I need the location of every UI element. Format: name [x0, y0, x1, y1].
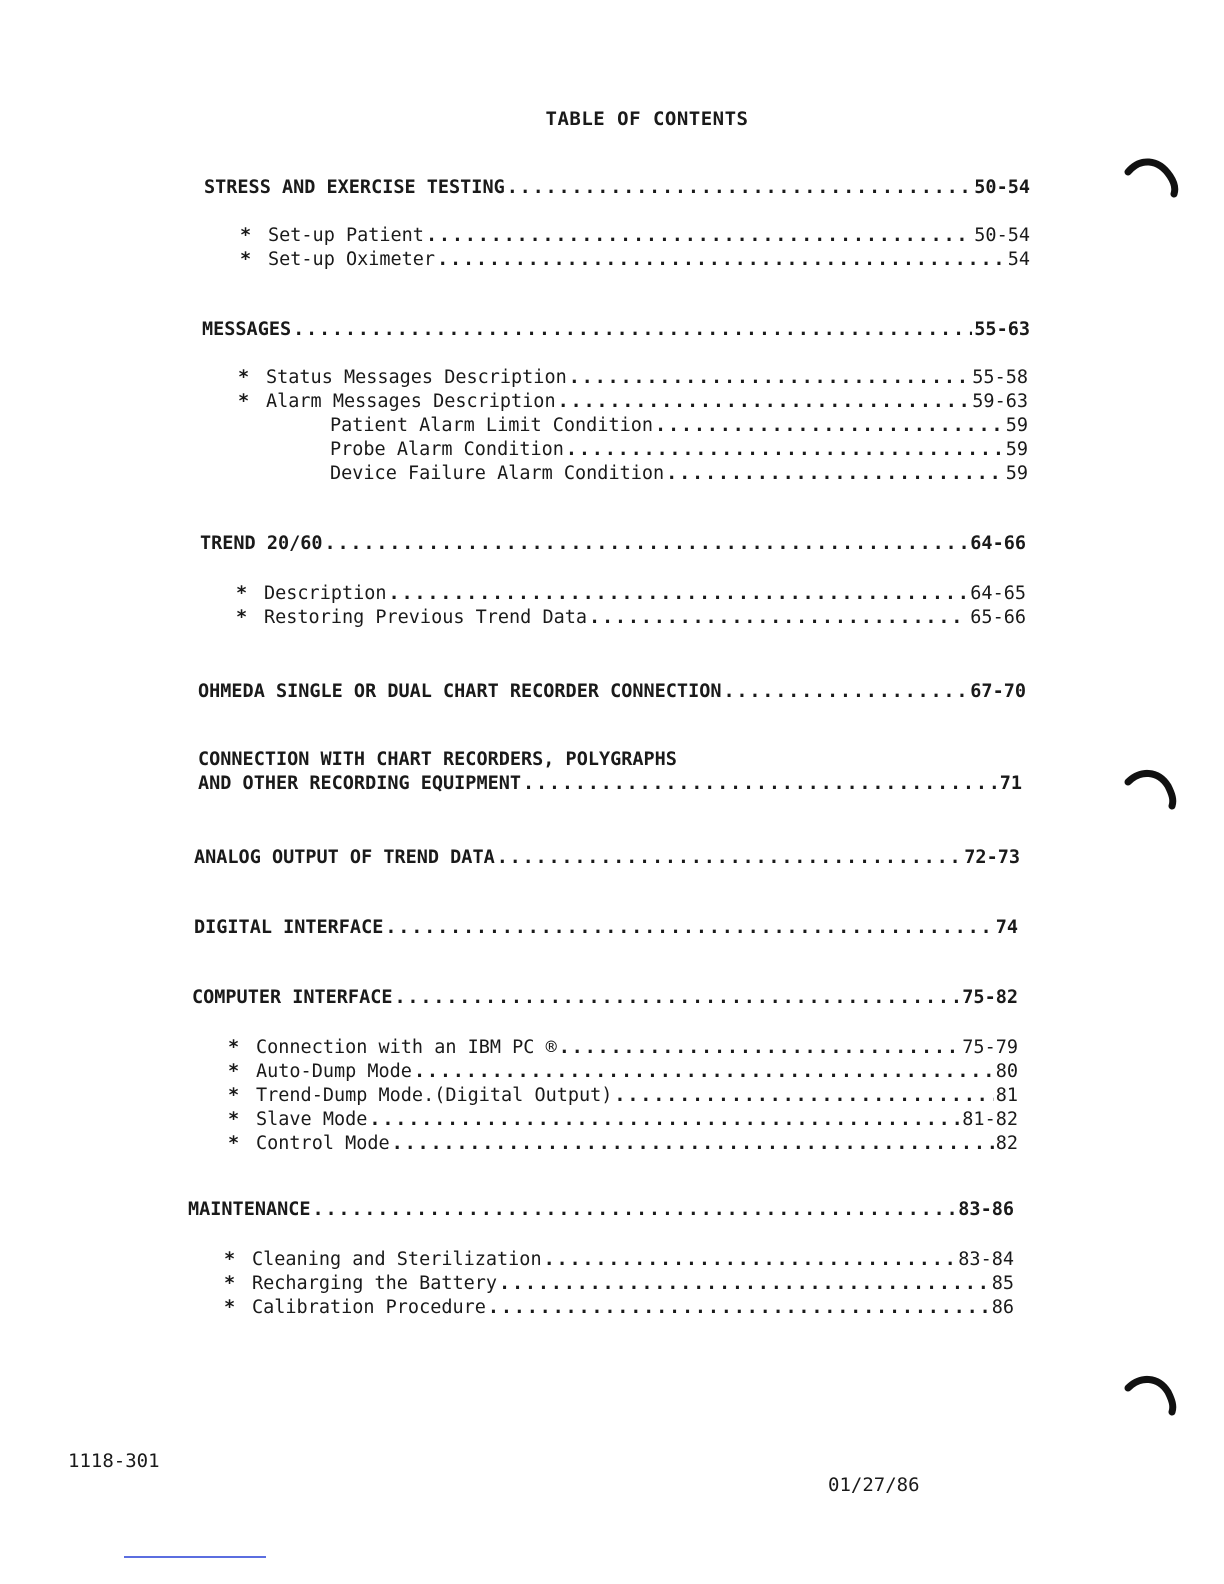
dot-leader — [426, 224, 972, 248]
bullet-icon: * — [224, 1297, 236, 1318]
dot-leader — [666, 462, 1004, 486]
toc-entry-slave-mode[interactable] — [228, 1108, 1018, 1132]
toc-entry-page: 59 — [1005, 463, 1028, 484]
toc-entry-patient-alarm[interactable] — [330, 414, 1028, 438]
toc-entry-ohmeda-recorder[interactable] — [198, 680, 1026, 704]
dot-leader — [655, 414, 1004, 438]
bullet-icon: * — [236, 583, 248, 604]
dot-leader — [414, 1060, 994, 1084]
toc-entry-label: Control Mode — [256, 1133, 390, 1154]
toc-entry-page: 54 — [1007, 249, 1030, 270]
toc-entry-label: Alarm Messages Description — [266, 391, 556, 412]
binder-hole-mark-icon — [1124, 154, 1184, 200]
bullet-icon: * — [238, 367, 250, 388]
toc-entry-page: 67-70 — [970, 681, 1026, 702]
toc-entry-page: 64-66 — [970, 533, 1026, 554]
toc-entry-device-failure[interactable] — [330, 462, 1028, 486]
toc-entry-calibration[interactable] — [224, 1296, 1014, 1320]
dot-leader — [569, 366, 971, 390]
bullet-icon: * — [240, 249, 252, 270]
toc-entry-label: Set-up Patient — [268, 225, 424, 246]
toc-entry-page: 81 — [995, 1085, 1018, 1106]
dot-leader — [437, 248, 1006, 272]
toc-entry-label: Restoring Previous Trend Data — [264, 607, 588, 628]
toc-entry-label: MAINTENANCE — [188, 1199, 311, 1220]
toc-entry-label: DIGITAL INTERFACE — [194, 917, 384, 938]
toc-entry-page: 86 — [991, 1297, 1014, 1318]
toc-entry-page: 81-82 — [962, 1109, 1018, 1130]
toc-entry-label: Patient Alarm Limit Condition — [330, 415, 654, 436]
toc-entry-page: 75-79 — [962, 1037, 1018, 1058]
toc-entry-page: 65-66 — [970, 607, 1026, 628]
toc-entry-analog-output[interactable] — [194, 846, 1020, 870]
toc-entry-restoring-trend[interactable] — [236, 606, 1026, 630]
bullet-icon: * — [224, 1273, 236, 1294]
toc-entry-page: 55-58 — [972, 367, 1028, 388]
toc-entry-label: Status Messages Description — [266, 367, 567, 388]
toc-entry-label: AND OTHER RECORDING EQUIPMENT — [198, 773, 522, 794]
dot-leader — [369, 1108, 960, 1132]
toc-entry-page: 82 — [995, 1133, 1018, 1154]
toc-entry-label: OHMEDA SINGLE OR DUAL CHART RECORDER CONNECTION — [198, 681, 722, 702]
bullet-icon: * — [238, 391, 250, 412]
bullet-icon: * — [228, 1085, 240, 1106]
toc-entry-set-up-oximeter[interactable] — [240, 248, 1030, 272]
toc-entry-probe-alarm[interactable] — [330, 438, 1028, 462]
bullet-icon: * — [228, 1133, 240, 1154]
toc-entry-page: 59 — [1005, 439, 1028, 460]
bullet-icon: * — [240, 225, 252, 246]
toc-entry-page: 50-54 — [974, 177, 1030, 198]
toc-entry-label: Probe Alarm Condition — [330, 439, 564, 460]
toc-entry-page: 71 — [999, 773, 1022, 794]
dot-leader — [523, 772, 998, 796]
toc-entry-page: 75-82 — [962, 987, 1018, 1008]
toc-entry-stress-testing[interactable] — [204, 176, 1030, 200]
bullet-icon: * — [224, 1249, 236, 1270]
toc-entry-page: 83-86 — [958, 1199, 1014, 1220]
binder-hole-mark-icon — [1124, 766, 1184, 812]
dot-leader — [614, 1084, 993, 1108]
dot-leader — [313, 1198, 957, 1222]
toc-entry-label: Description — [264, 583, 387, 604]
toc-entry-label: Cleaning and Sterilization — [252, 1249, 542, 1270]
dot-leader — [497, 846, 963, 870]
toc-entry-control-mode[interactable] — [228, 1132, 1018, 1156]
toc-entry-digital-interface[interactable] — [194, 916, 1018, 940]
toc-entry-label: TREND 20/60 — [200, 533, 323, 554]
dot-leader — [293, 318, 972, 342]
toc-entry-page: 74 — [995, 917, 1018, 938]
document-number: 1118-301 — [68, 1450, 160, 1472]
dot-leader — [499, 1272, 990, 1296]
toc-entry-status-messages[interactable] — [238, 366, 1028, 390]
toc-entry-label: Slave Mode — [256, 1109, 368, 1130]
toc-entry-label: ANALOG OUTPUT OF TREND DATA — [194, 847, 495, 868]
dot-leader — [507, 176, 973, 200]
toc-entry-label: Calibration Procedure — [252, 1297, 486, 1318]
dot-leader — [389, 582, 969, 606]
toc-entry-page: 59 — [1005, 415, 1028, 436]
dot-leader — [723, 680, 968, 704]
toc-entry-page: 55-63 — [974, 319, 1030, 340]
toc-entry-label: COMPUTER INTERFACE — [192, 987, 393, 1008]
toc-entry-label: Auto-Dump Mode — [256, 1061, 412, 1082]
toc-entry-description[interactable] — [236, 582, 1026, 606]
dot-leader — [325, 532, 969, 556]
toc-entry-recharging[interactable] — [224, 1272, 1014, 1296]
toc-entry-label: Device Failure Alarm Condition — [330, 463, 665, 484]
bullet-icon: * — [236, 607, 248, 628]
dot-leader — [385, 916, 993, 940]
toc-entry-label: STRESS AND EXERCISE TESTING — [204, 177, 505, 198]
toc-entry-label: Connection with an IBM PC ® — [256, 1037, 557, 1058]
toc-entry-cleaning[interactable] — [224, 1248, 1014, 1272]
toc-entry-page: 64-65 — [970, 583, 1026, 604]
toc-entry-label: Set-up Oximeter — [268, 249, 436, 270]
dot-leader — [394, 986, 960, 1010]
toc-entry-alarm-messages[interactable] — [238, 390, 1028, 414]
binder-hole-mark-icon — [1124, 1372, 1184, 1418]
toc-entry-page: 85 — [991, 1273, 1014, 1294]
toc-entry-page: 80 — [995, 1061, 1018, 1082]
toc-entry-label: Trend-Dump Mode.(Digital Output) — [256, 1085, 613, 1106]
bullet-icon: * — [228, 1061, 240, 1082]
toc-entry-label-line1: CONNECTION WITH CHART RECORDERS, POLYGRAPHS — [198, 749, 677, 770]
toc-entry-page: 50-54 — [974, 225, 1030, 246]
dot-leader — [392, 1132, 994, 1156]
toc-entry-label: Recharging the Battery — [252, 1273, 498, 1294]
dot-leader — [559, 1036, 961, 1060]
toc-entry-set-up-patient[interactable] — [240, 224, 1030, 248]
toc-entry-maintenance[interactable] — [188, 1198, 1014, 1222]
toc-entry-computer-interface[interactable] — [192, 986, 1018, 1010]
dot-leader — [558, 390, 971, 414]
toc-entry-messages[interactable] — [202, 318, 1030, 342]
dot-leader — [566, 438, 1004, 462]
page-title: TABLE OF CONTENTS — [545, 108, 749, 130]
toc-entry-trend-dump[interactable] — [228, 1084, 1018, 1108]
toc-entry-trend[interactable] — [200, 532, 1026, 556]
dot-leader — [488, 1296, 990, 1320]
toc-entry-label: MESSAGES — [202, 319, 292, 340]
bullet-icon: * — [228, 1037, 240, 1058]
toc-entry-page: 72-73 — [964, 847, 1020, 868]
toc-entry-page: 83-84 — [958, 1249, 1014, 1270]
toc-entry-ibm-pc[interactable] — [228, 1036, 1018, 1060]
toc-entry-auto-dump[interactable] — [228, 1060, 1018, 1084]
document-date: 01/27/86 — [828, 1474, 920, 1496]
toc-entry-page: 59-63 — [972, 391, 1028, 412]
dot-leader — [589, 606, 968, 630]
bullet-icon: * — [228, 1109, 240, 1130]
dot-leader — [544, 1248, 957, 1272]
scan-artifact-line — [124, 1556, 266, 1558]
toc-entry-other-recording[interactable] — [198, 772, 1022, 796]
